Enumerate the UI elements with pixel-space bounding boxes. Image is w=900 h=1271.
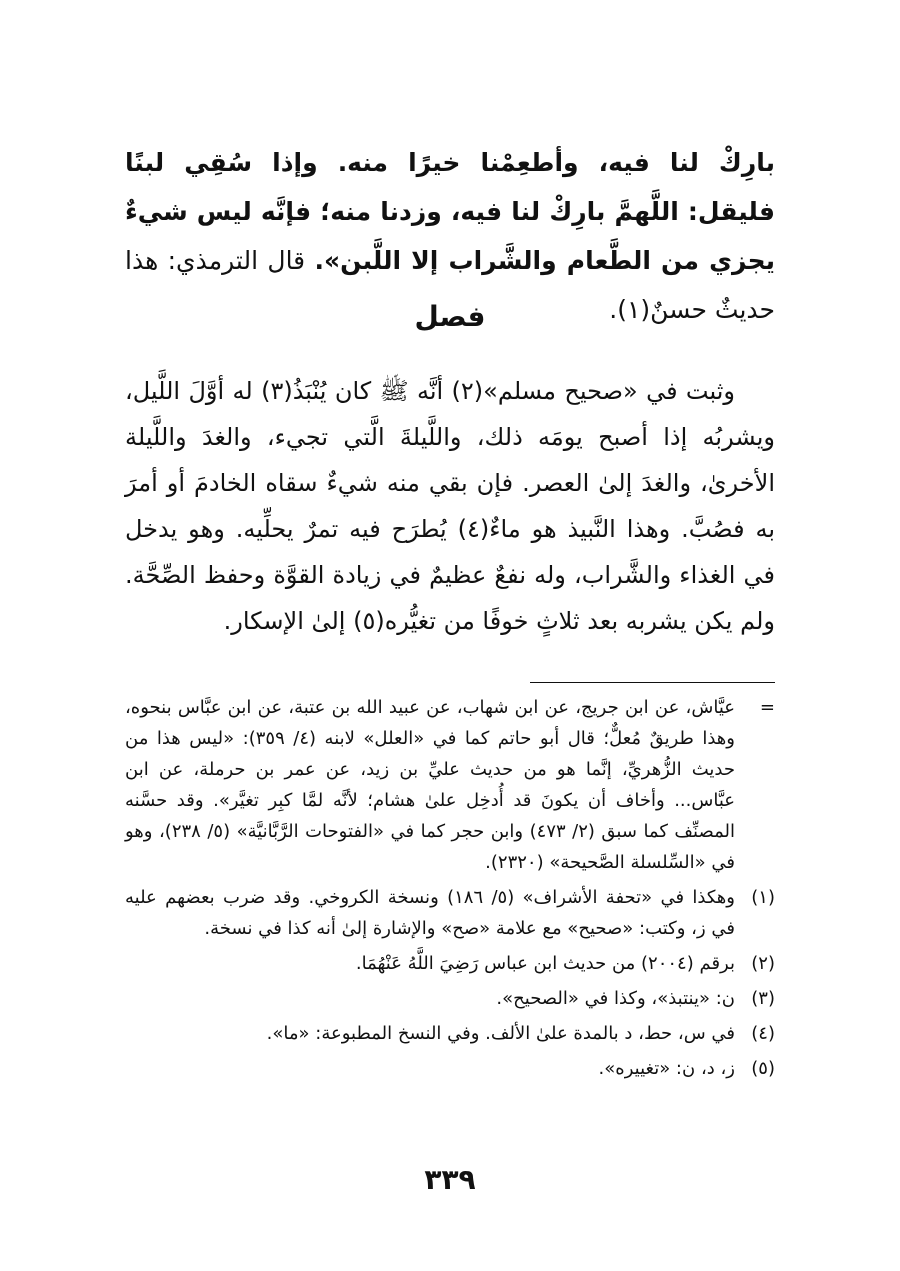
footnote-number: (٤) [751,1023,775,1044]
footnote-text: عيَّاش، عن ابن جريج، عن ابن شهاب، عن عبيد الله بن عتبة، عن ابن عبَّاس بنحوه، وهذا طريقٌ مُعلٌّ؛ قال أبو حاتم كما في «العلل» لابنه (٤/ ٣٥٩): «ليس هذا من حديث الزُّهريِّ، إنَّما هو من حديث عليِّ بن زيد، عن عمر بن حرملة، عن ابن عبَّاس... وأخاف أن يكونَ قد أُدخِل علىٰ هشام؛ لأنَّه لمَّا كبِر تغيَّر». وقد حسَّنه المصنِّف كما سبق (٢/ ٤٧٣) وابن حجر كما في «الفتوحات الرَّبَّانيَّة» (٥/ ٢٣٨)، وهو في «السِّلسلة الصَّحيحة» (٢٣٢٠). [125,697,735,873]
page-number: ٣٣٩ [424,1163,476,1196]
tirmidhi-comment: قال الترمذي: هذا حديثٌ حسنٌ(١). [125,246,775,324]
footnote-item [125,692,775,878]
footnote-number: (٣) [751,988,775,1009]
footnote-item [125,983,775,1014]
footnote-number: (١) [751,887,775,908]
footnote-item [125,1018,775,1049]
footnote-item [125,882,775,944]
footnote-item [125,1053,775,1084]
footnote-text: برقم (٢٠٠٤) من حديث ابن عباس رَضِيَ اللَّهُ عَنْهُمَا. [355,953,735,974]
body-paragraph: وثبت في «صحيح مسلم»(٢) أنَّه ﷺ كان يُنْبَذُ(٣) له أوَّلَ اللَّيل، ويشربُه إذا أصبح يومَه ذلك، واللَّيلةَ الَّتي تجيء، والغدَ واللَّيلة الأخرىٰ، والغدَ إلىٰ العصر. فإن بقي منه شيءٌ سقاه الخادمَ أو أمرَ به فصُبَّ. وهذا النَّبيذ هو ماءٌ(٤) يُطرَح فيه تمرٌ يحلِّيه. وهو يدخل في الغذاء والشَّراب، وله نفعٌ عظيمٌ في زيادة القوَّة وحفظ الصِّحَّة. ولم يكن يشربه بعد ثلاثٍ خوفًا من تغيُّره(٥) إلىٰ الإسكار. [125,377,776,635]
footnote-text: وهكذا في «تحفة الأشراف» (٥/ ١٨٦) ونسخة الكروخي. وقد ضرب بعضهم عليه في ز، وكتب: «صحيح» مع علامة «صح» والإشارة إلىٰ أنه كذا في نسخة. [125,887,735,939]
footnote-item [125,948,775,979]
footnote-separator [530,682,775,683]
footnote-number: = [759,697,775,718]
footnote-text: ن: «ينتبذ»، وكذا في «الصحيح». [496,988,735,1009]
footnotes [125,692,775,1088]
hadith-text: بارِكْ لنا فيه، وأطعِمْنا خيرًا منه. وإذا سُقِي لبنًا فليقل: اللَّهمَّ بارِكْ لنا فيه، وزدنا منه؛ فإنَّه ليس شيءٌ يجزي من الطَّعام والشَّراب إلا اللَّبن». [125,148,776,275]
footnote-number: (٢) [751,953,775,974]
footnote-text: ز، د، ن: «تغييره». [598,1058,735,1079]
footnote-number: (٥) [751,1058,775,1079]
main-text-body [125,368,775,644]
footnote-text: في س، حط، د بالمدة علىٰ الألف. وفي النسخ المطبوعة: «ما». [266,1023,735,1044]
section-heading: فصل [414,300,486,333]
